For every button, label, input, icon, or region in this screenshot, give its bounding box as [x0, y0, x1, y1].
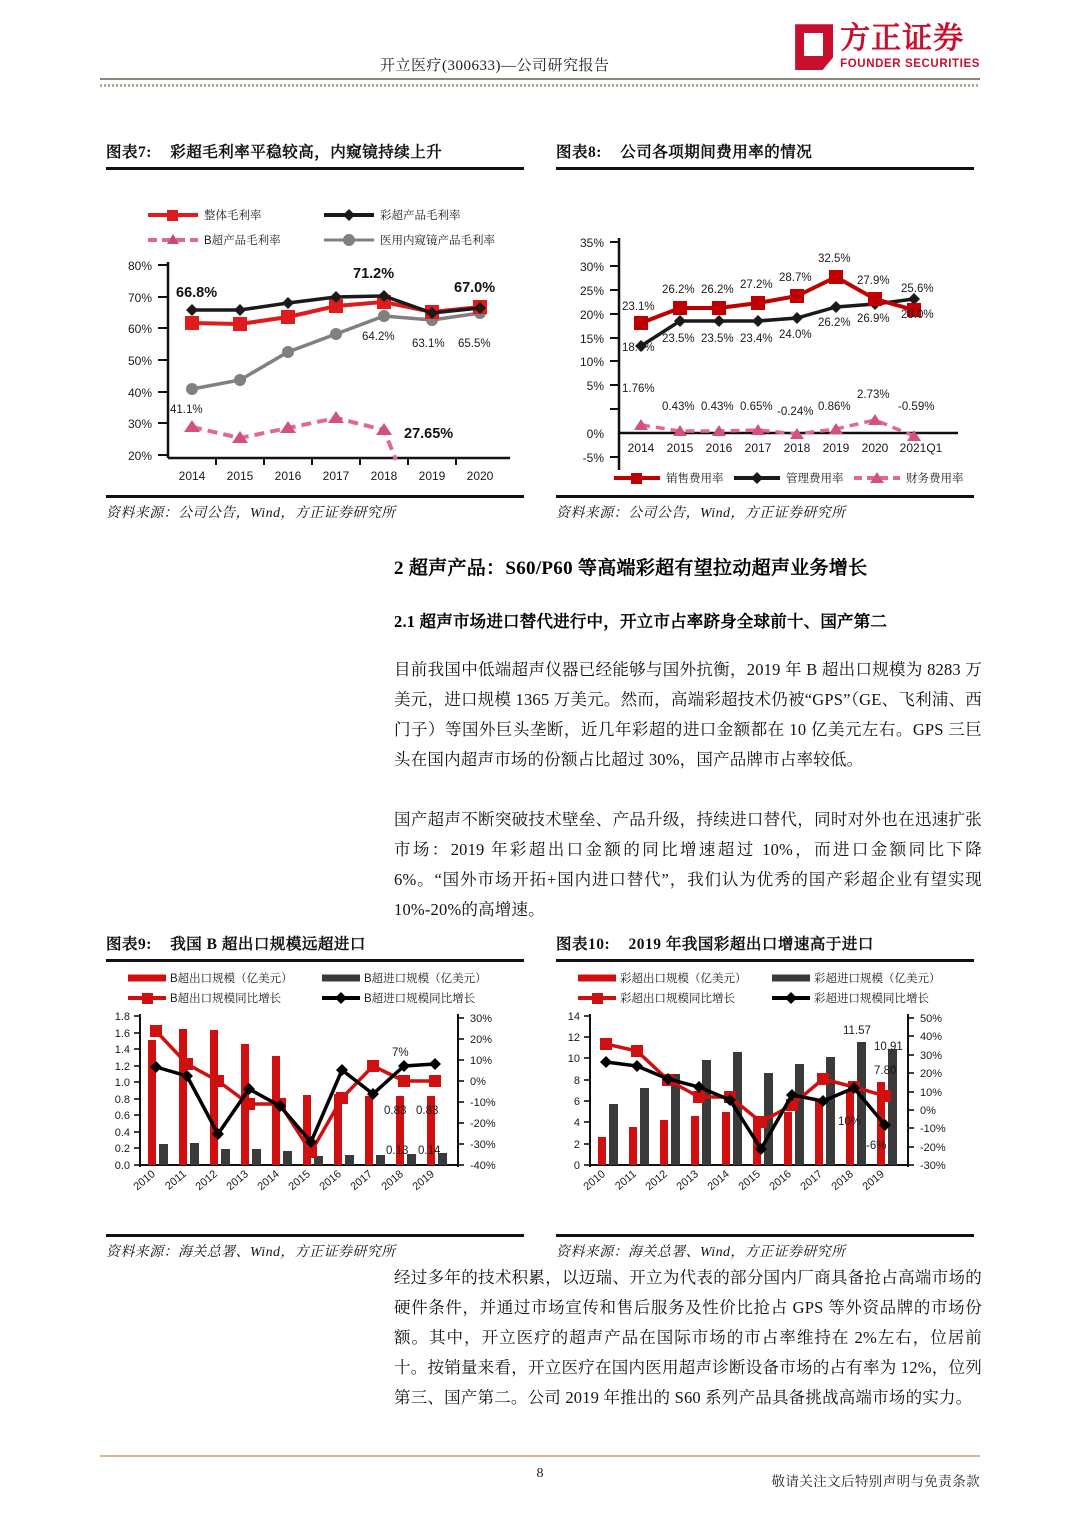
svg-text:71.2%: 71.2% [353, 266, 395, 282]
svg-text:彩超出口规模同比增长: 彩超出口规模同比增长 [620, 993, 735, 1005]
svg-text:80%: 80% [127, 259, 152, 273]
svg-text:0.86%: 0.86% [818, 401, 851, 413]
svg-text:-30%: -30% [920, 1160, 946, 1172]
svg-text:0%: 0% [470, 1076, 486, 1088]
svg-text:2012: 2012 [193, 1168, 220, 1194]
svg-text:2015: 2015 [736, 1168, 763, 1194]
figure-8-legend [614, 471, 964, 485]
svg-text:2015: 2015 [226, 469, 254, 483]
svg-text:30%: 30% [127, 417, 152, 431]
svg-text:B超进口规模同比增长: B超进口规模同比增长 [364, 993, 476, 1005]
svg-text:15%: 15% [579, 332, 604, 346]
svg-text:2011: 2011 [613, 1168, 639, 1193]
svg-text:2015: 2015 [666, 441, 694, 455]
figure-8-data-labels [622, 253, 934, 418]
svg-text:2016: 2016 [767, 1168, 794, 1194]
figure-7-number: 图表7: [106, 144, 152, 161]
svg-text:0.65%: 0.65% [740, 401, 773, 413]
svg-text:0%: 0% [586, 427, 604, 441]
svg-text:2019: 2019 [822, 441, 850, 455]
svg-text:管理费用率: 管理费用率 [786, 473, 844, 485]
svg-text:2011: 2011 [163, 1168, 189, 1193]
svg-text:0.8: 0.8 [114, 1094, 130, 1106]
figure-8-source: 资料来源：公司公告，Wind，方正证券研究所 [556, 506, 846, 521]
svg-text:64.2%: 64.2% [362, 331, 395, 343]
section-heading-2: 2 超声产品：S60/P60 等高端彩超有望拉动超声业务增长 [394, 558, 868, 579]
svg-text:20%: 20% [579, 308, 604, 322]
svg-text:20%: 20% [470, 1034, 493, 1046]
svg-text:10%: 10% [579, 355, 604, 369]
figure-10-number: 图表10: [556, 936, 611, 953]
header-divider-dotted [100, 84, 980, 87]
svg-text:11.57: 11.57 [843, 1025, 871, 1037]
svg-text:2014: 2014 [255, 1168, 282, 1194]
svg-text:-20%: -20% [920, 1142, 946, 1154]
svg-text:0.6: 0.6 [114, 1110, 130, 1122]
figure-10-title: 2019 年我国彩超出口增速高于进口 [628, 936, 874, 953]
figure-7-caption [106, 140, 524, 162]
svg-text:整体毛利率: 整体毛利率 [204, 210, 262, 222]
figure-7-source: 资料来源：公司公告，Wind，方正证券研究所 [106, 506, 396, 521]
figure-7-series-bultra [184, 411, 396, 460]
svg-text:2019: 2019 [860, 1168, 887, 1194]
svg-text:2017: 2017 [348, 1168, 375, 1194]
svg-text:1.8: 1.8 [114, 1011, 130, 1023]
svg-text:8: 8 [573, 1075, 580, 1087]
svg-text:0.83: 0.83 [416, 1105, 439, 1117]
page-number: 8 [536, 1466, 544, 1481]
svg-text:28.0%: 28.0% [901, 309, 934, 321]
svg-text:0.13: 0.13 [386, 1145, 409, 1157]
svg-text:2020: 2020 [861, 441, 889, 455]
paragraph-3: 经过多年的技术积累，以迈瑞、开立为代表的部分国内厂商具备抢占高端市场的硬件条件，并通过市场宣传和售后服务及性价比抢占 GPS 等外资品牌的市场份额。其中，开立医疗的超声产品在国际市场的市占率维持在 2%左右，位居前十。按销量来看，开立医疗在国内医用超声诊断设备市场的占有率为 12%，位列第三、国产第二。公司 2019 年推出的 S60 系列产品具备挑战高端市场的实力。 [394, 1268, 982, 1407]
svg-text:2010: 2010 [131, 1168, 158, 1194]
svg-text:70%: 70% [127, 291, 152, 305]
svg-text:2016: 2016 [317, 1168, 344, 1194]
svg-text:2019: 2019 [418, 469, 446, 483]
svg-text:14: 14 [567, 1011, 580, 1023]
section-heading-2-1: 2.1 超声市场进口替代进行中，开立市占率跻身全球前十、国产第二 [394, 612, 888, 631]
svg-text:23.1%: 23.1% [622, 301, 655, 313]
svg-text:0.14: 0.14 [418, 1145, 441, 1157]
svg-text:2016: 2016 [705, 441, 733, 455]
svg-text:0.4: 0.4 [114, 1127, 130, 1139]
svg-text:50%: 50% [920, 1013, 943, 1025]
svg-text:B超出口规模（亿美元）: B超出口规模（亿美元） [170, 973, 293, 985]
svg-text:0.83: 0.83 [384, 1105, 407, 1117]
company-logo [795, 24, 980, 71]
svg-text:10%: 10% [470, 1055, 493, 1067]
figure-8-xaxis-labels [628, 441, 943, 455]
svg-text:20%: 20% [920, 1068, 943, 1080]
svg-text:4: 4 [573, 1117, 580, 1129]
page-header [100, 24, 980, 104]
svg-text:25%: 25% [579, 284, 604, 298]
svg-text:1.4: 1.4 [114, 1044, 130, 1056]
svg-text:18.3%: 18.3% [622, 342, 655, 354]
svg-text:67.0%: 67.0% [454, 280, 496, 296]
svg-text:23.5%: 23.5% [701, 333, 734, 345]
footer-disclaimer: 敬请关注文后特别声明与免责条款 [771, 1474, 980, 1489]
svg-text:-0.24%: -0.24% [777, 406, 814, 418]
svg-text:-40%: -40% [470, 1160, 496, 1172]
svg-text:27.9%: 27.9% [857, 275, 890, 287]
figure-9-caption [106, 932, 524, 954]
svg-text:10.91: 10.91 [874, 1041, 903, 1053]
svg-text:26.2%: 26.2% [701, 284, 734, 296]
svg-text:10%: 10% [838, 1116, 862, 1128]
paragraph-2: 国产超声不断突破技术壁垒、产品升级，持续进口替代，同时对外也在迅速扩张市场：2019 年彩超出口金额的同比增速超过 10%，而进口金额同比下降 6%。“国外市场开拓+国内进口替代”，我们认为优秀的国产彩超企业有望实现10%-20%的高增速。 [394, 810, 982, 919]
svg-text:彩超出口规模（亿美元）: 彩超出口规模（亿美元） [620, 973, 747, 985]
svg-text:30%: 30% [920, 1050, 943, 1062]
figure-10-caption [556, 932, 974, 954]
svg-text:30%: 30% [470, 1013, 493, 1025]
svg-text:2013: 2013 [674, 1168, 701, 1194]
svg-text:23.4%: 23.4% [740, 333, 773, 345]
figure-10-chart [556, 962, 974, 1234]
svg-text:-30%: -30% [470, 1139, 496, 1151]
logo-english-name: FOUNDER SECURITIES [840, 58, 980, 70]
footer-divider [100, 1455, 980, 1457]
figure-10-xaxis-labels [581, 1168, 886, 1193]
svg-text:66.8%: 66.8% [176, 285, 218, 301]
figure-9-legend [128, 971, 487, 1005]
svg-text:25.6%: 25.6% [901, 283, 934, 295]
figure-7-legend [148, 208, 495, 247]
figure-10-legend [578, 971, 941, 1005]
svg-text:2017: 2017 [744, 441, 772, 455]
svg-text:0%: 0% [920, 1105, 936, 1117]
svg-text:1.0: 1.0 [114, 1077, 130, 1089]
figure-8-caption [556, 140, 974, 162]
svg-text:B超进口规模（亿美元）: B超进口规模（亿美元） [364, 973, 487, 985]
svg-text:2012: 2012 [643, 1168, 670, 1194]
svg-text:0.43%: 0.43% [701, 401, 734, 413]
svg-text:26.2%: 26.2% [818, 317, 851, 329]
svg-text:2013: 2013 [224, 1168, 251, 1194]
svg-text:B超产品毛利率: B超产品毛利率 [204, 235, 281, 247]
svg-text:销售费用率: 销售费用率 [666, 473, 724, 485]
figure-8-series-financial [634, 414, 921, 441]
svg-text:10%: 10% [920, 1087, 943, 1099]
svg-text:6: 6 [573, 1096, 580, 1108]
svg-text:5%: 5% [586, 379, 604, 393]
figure-10-source: 资料来源：海关总署、Wind，方正证券研究所 [556, 1245, 846, 1260]
figure-7-series-endoscope [186, 307, 486, 395]
svg-text:0.0: 0.0 [114, 1160, 130, 1172]
figure-8-title: 公司各项期间费用率的情况 [620, 144, 813, 161]
svg-text:2021Q1: 2021Q1 [899, 441, 943, 455]
svg-text:26.9%: 26.9% [857, 313, 890, 325]
figure-8 [556, 140, 974, 522]
svg-text:-10%: -10% [920, 1123, 946, 1135]
svg-text:2018: 2018 [379, 1168, 406, 1194]
svg-text:-0.59%: -0.59% [898, 401, 935, 413]
svg-text:40%: 40% [127, 386, 152, 400]
figure-9-chart [106, 962, 524, 1234]
svg-text:2014: 2014 [178, 469, 206, 483]
svg-text:0: 0 [573, 1160, 580, 1172]
svg-text:2017: 2017 [322, 469, 350, 483]
svg-text:彩超进口规模同比增长: 彩超进口规模同比增长 [814, 993, 929, 1005]
svg-text:2019: 2019 [410, 1168, 437, 1194]
svg-text:2.73%: 2.73% [857, 389, 890, 401]
svg-text:32.5%: 32.5% [818, 253, 851, 265]
header-divider-solid [100, 78, 980, 80]
svg-text:2: 2 [573, 1139, 580, 1151]
svg-text:65.5%: 65.5% [458, 338, 491, 350]
svg-text:1.76%: 1.76% [622, 383, 655, 395]
figure-9-source: 资料来源：海关总署、Wind，方正证券研究所 [106, 1245, 396, 1260]
svg-text:23.5%: 23.5% [662, 333, 695, 345]
figure-8-chart [556, 170, 974, 495]
svg-text:27.2%: 27.2% [740, 279, 773, 291]
svg-text:2010: 2010 [581, 1168, 608, 1194]
svg-text:2020: 2020 [466, 469, 494, 483]
svg-text:2018: 2018 [783, 441, 811, 455]
document-title: 开立医疗(300633)—公司研究报告 [380, 58, 610, 74]
figure-7-title: 彩超毛利率平稳较高，内窥镜持续上升 [170, 144, 443, 161]
svg-text:2017: 2017 [798, 1168, 825, 1194]
svg-text:7.80: 7.80 [874, 1065, 897, 1077]
svg-text:26.2%: 26.2% [662, 284, 695, 296]
figure-8-number: 图表8: [556, 144, 602, 161]
paragraph-1: 目前我国中低端超声仪器已经能够与国外抗衡，2019 年 B 超出口规模为 8283 万美元，进口规模 1365 万美元。然而，高端彩超技术仍被“GPS”（GE、飞利浦、西门子）等国外巨头垄断，近几年彩超的进口金额都在 10 亿美元左右。GPS 三巨头在国内超声市场的份额占比超过 30%，国产品牌市占率较低。 [394, 660, 982, 769]
svg-text:60%: 60% [127, 322, 152, 336]
svg-text:7%: 7% [392, 1047, 409, 1059]
svg-text:-6%: -6% [866, 1140, 887, 1152]
figure-7 [106, 140, 524, 522]
svg-text:财务费用率: 财务费用率 [906, 473, 964, 485]
figure-7-data-labels [170, 266, 495, 442]
svg-text:40%: 40% [920, 1031, 943, 1043]
svg-text:2018: 2018 [829, 1168, 856, 1194]
figure-7-chart [106, 170, 524, 495]
figure-9 [106, 932, 524, 1261]
svg-text:彩超产品毛利率: 彩超产品毛利率 [380, 210, 461, 222]
svg-text:2014: 2014 [705, 1168, 732, 1194]
svg-text:10: 10 [567, 1053, 580, 1065]
svg-text:30%: 30% [579, 260, 604, 274]
svg-text:35%: 35% [579, 236, 604, 250]
svg-text:12: 12 [567, 1032, 580, 1044]
svg-text:27.65%: 27.65% [404, 426, 454, 442]
svg-text:2016: 2016 [274, 469, 302, 483]
svg-text:28.7%: 28.7% [779, 272, 812, 284]
svg-text:41.1%: 41.1% [170, 404, 203, 416]
svg-text:50%: 50% [127, 354, 152, 368]
svg-text:医用内窥镜产品毛利率: 医用内窥镜产品毛利率 [380, 235, 495, 247]
figure-9-number: 图表9: [106, 936, 152, 953]
svg-text:2014: 2014 [627, 441, 655, 455]
svg-text:0.2: 0.2 [114, 1143, 130, 1155]
svg-text:2015: 2015 [286, 1168, 313, 1194]
svg-text:-10%: -10% [470, 1097, 496, 1109]
svg-text:20%: 20% [127, 449, 152, 463]
founder-logo-icon [795, 24, 833, 70]
logo-chinese-name: 方正证券 [840, 22, 965, 55]
svg-text:1.2: 1.2 [114, 1061, 130, 1073]
figure-10 [556, 932, 974, 1261]
svg-text:2018: 2018 [370, 469, 398, 483]
figure-9-title: 我国 B 超出口规模远超进口 [170, 936, 366, 953]
svg-text:-5%: -5% [582, 451, 604, 465]
svg-text:-20%: -20% [470, 1118, 496, 1130]
svg-text:1.6: 1.6 [114, 1028, 130, 1040]
svg-text:24.0%: 24.0% [779, 329, 812, 341]
svg-text:0.43%: 0.43% [662, 401, 695, 413]
svg-text:63.1%: 63.1% [412, 338, 445, 350]
figure-9-xaxis-labels [131, 1168, 436, 1193]
svg-text:彩超进口规模（亿美元）: 彩超进口规模（亿美元） [814, 973, 941, 985]
svg-text:B超出口规模同比增长: B超出口规模同比增长 [170, 993, 282, 1005]
